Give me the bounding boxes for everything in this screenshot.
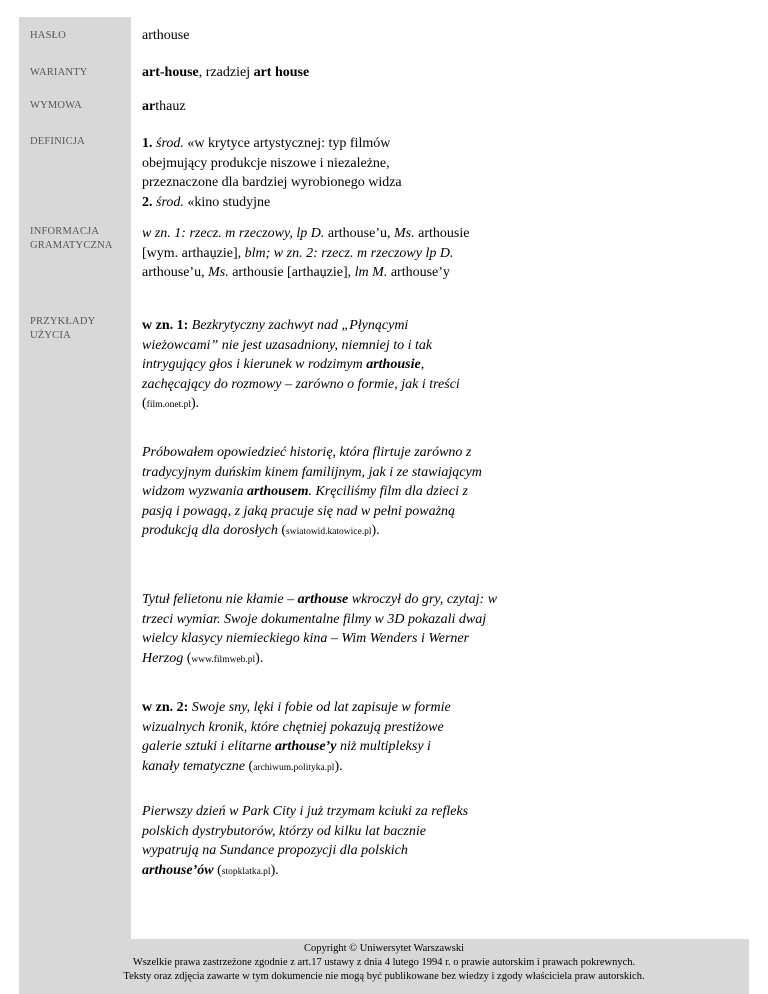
grammar-g: arthouse’u, (142, 265, 205, 280)
definition (142, 134, 442, 212)
grammar-i: arthousie [arthaụzie], (228, 265, 352, 280)
label-informacja-gramatyczna: INFORMACJA GRAMATYCZNA (30, 226, 113, 251)
definition-sense-1 (142, 134, 442, 193)
example-1-lead: w zn. 1: (142, 318, 189, 333)
example-4-keyword: arthouse’y (274, 739, 337, 754)
example-5-keyword: arthouse’ów (142, 862, 214, 878)
label-warianty: WARIANTY (30, 67, 88, 78)
grammar-info (142, 224, 484, 283)
sense-2-qualifier: środ. (156, 194, 184, 210)
example-4-post: niż multipleksy i kanały tematyczne (142, 739, 431, 774)
variants (142, 63, 522, 83)
variant-2: art house (253, 65, 310, 80)
example-5: Pierwszy dzień w Park City i już trzymam kciuki za refleks polskich dystrybutorów, którzy od kilku lat bacznie wypatrują na Sundance propozycji dla polskich arthouse’ów (stopklatka.pl). (142, 804, 469, 878)
sense-1-text: «w krytyce artystycznej: typ filmów obejmujący produkcje niszowe i niezależne, przeznaczone dla bardziej wyrobionego widza (142, 136, 402, 190)
grammar-f: ; w zn. 2: rzecz. m rzeczowy lp D. (265, 245, 454, 261)
footer-notice: Teksty oraz zdjęcia zawarte w tym dokumencie nie mogą być publikowane bez wiedzy i zgody właściciela praw autorskich. (123, 971, 645, 982)
grammar-h: Ms. (204, 265, 229, 280)
example-3-source: www.filmweb.pl (191, 654, 256, 665)
example-4-pre: Swoje sny, lęki i fobie od lat zapisuje w formie wizualnych kronik, które chętniej pokazują prestiżowe galerie sztuki i elitarne (142, 700, 451, 754)
label-haslo: HASŁO (30, 30, 67, 41)
sense-1-qualifier: środ. (156, 136, 184, 151)
headword: arthouse (142, 28, 190, 43)
example-2-post: . Kręciliśmy film dla dzieci z pasją i powagą, z jaką pracuje się nad w pełni poważną produkcją dla dorosłych (142, 484, 468, 538)
grammar-c: Ms. (393, 226, 415, 241)
label-wymowa: WYMOWA (30, 100, 82, 111)
example-3-keyword: arthouse (297, 592, 349, 607)
example-1-pre: Bezkrytyczny zachwyt nad „Płynącymi wieżowcami” nie jest uzasadniony, niemniej to i tak intrygujący głos i kierunek w rodzimym (142, 318, 433, 372)
sense-2-number: 2. (142, 194, 153, 210)
example-4: w zn. 2: Swoje sny, lęki i fobie od lat zapisuje w formie wizualnych kronik, które chętniej pokazują prestiżowe galerie sztuki i elitarne arthouse’y niż multipleksy i kanały tematyczne (archiwum.polityka.pl). (142, 700, 451, 774)
example-3-post: wkroczył do gry, czytaj: w trzeci wymiar. Swoje dokumentalne filmy w 3D pokazali dwaj wielcy klasycy niemieckiego kina – Wim Wenders i Werner Herzog (142, 592, 498, 666)
footer-copyright: Copyright © Uniwersytet Warszawski (303, 943, 465, 954)
example-2: Próbowałem opowiedzieć historię, która flirtuje zarówno z tradycyjnym duńskim kinem familijnym, jak i ze stawiającym widzom wyzwania arthousem. Kręciliśmy film dla dzieci z pasją i powagą, z jaką pracuje się nad w pełni poważną produkcją dla dorosłych (swiatowid.katowice.pl). (142, 445, 482, 538)
sense-1-number: 1. (142, 136, 153, 151)
variant-separator: , rzadziej (198, 65, 254, 80)
copyright-footer (19, 939, 749, 994)
example-3: Tytuł felietonu nie kłamie – arthouse wkroczył do gry, czytaj: w trzeci wymiar. Swoje dokumentalne filmy w 3D pokazali dwaj wielcy klasycy niemieckiego kina – Wim Wenders i Werner Herzog (www.filmweb.pl). (142, 592, 498, 666)
label-przyklady-uzycia: PRZYKŁADY UŻYCIA (30, 316, 96, 341)
pronunciation-stress: ar (142, 99, 156, 114)
sense-2-text: «kino studyjne (187, 194, 271, 210)
example-1-keyword: arthousie (366, 357, 421, 372)
label-column (19, 17, 131, 939)
example-4-lead: w zn. 2: (142, 700, 189, 715)
variant-1: art-house (142, 65, 199, 80)
pronunciation-rest: thauz (155, 99, 186, 114)
grammar-d: arthousie [wym. arthaụzie], (142, 226, 470, 261)
example-5-pre: Pierwszy dzień w Park City i już trzymam kciuki za refleks polskich dystrybutorów, którzy od kilku lat bacznie wypatrują na Sundance propozycji dla polskich (142, 804, 469, 858)
label-definicja: DEFINICJA (30, 136, 85, 147)
example-1-source: film.onet.pl (146, 400, 191, 410)
example-2-keyword: arthousem (247, 484, 309, 499)
example-1-post: , zachęcający do rozmowy – zarówno o formie, jak i treści (142, 357, 460, 392)
example-4-source: archiwum.polityka.pl (253, 762, 335, 773)
grammar-a: w zn. 1: rzecz. m rzeczowy, lp D. (142, 226, 325, 241)
grammar-b: arthouse’u, (324, 226, 391, 241)
grammar-k: arthouse’y (387, 265, 450, 280)
pronunciation (142, 97, 522, 117)
definition-sense-2 (142, 193, 442, 213)
grammar-e: blm (241, 245, 266, 261)
grammar-j: lm M. (351, 265, 388, 280)
example-3-pre: Tytuł felietonu nie kłamie – (142, 592, 298, 607)
footer-rights: Wszelkie prawa zastrzeżone zgodnie z art.17 ustawy z dnia 4 lutego 1994 r. o prawie autorskim i prawach pokrewnych. (132, 957, 636, 968)
example-2-source: swiatowid.katowice.pl (286, 527, 372, 537)
example-5-source: stopklatka.pl (221, 866, 271, 877)
example-2-pre: Próbowałem opowiedzieć historię, która flirtuje zarówno z tradycyjnym duńskim kinem familijnym, jak i ze stawiającym widzom wyzwania (142, 445, 482, 499)
example-1: w zn. 1: Bezkrytyczny zachwyt nad „Płynącymi wieżowcami” nie jest uzasadniony, niemniej to i tak intrygujący głos i kierunek w rodzimym arthousie, zachęcający do rozmowy – zarówno o formie, jak i treści (film.onet.pl). (142, 318, 460, 411)
